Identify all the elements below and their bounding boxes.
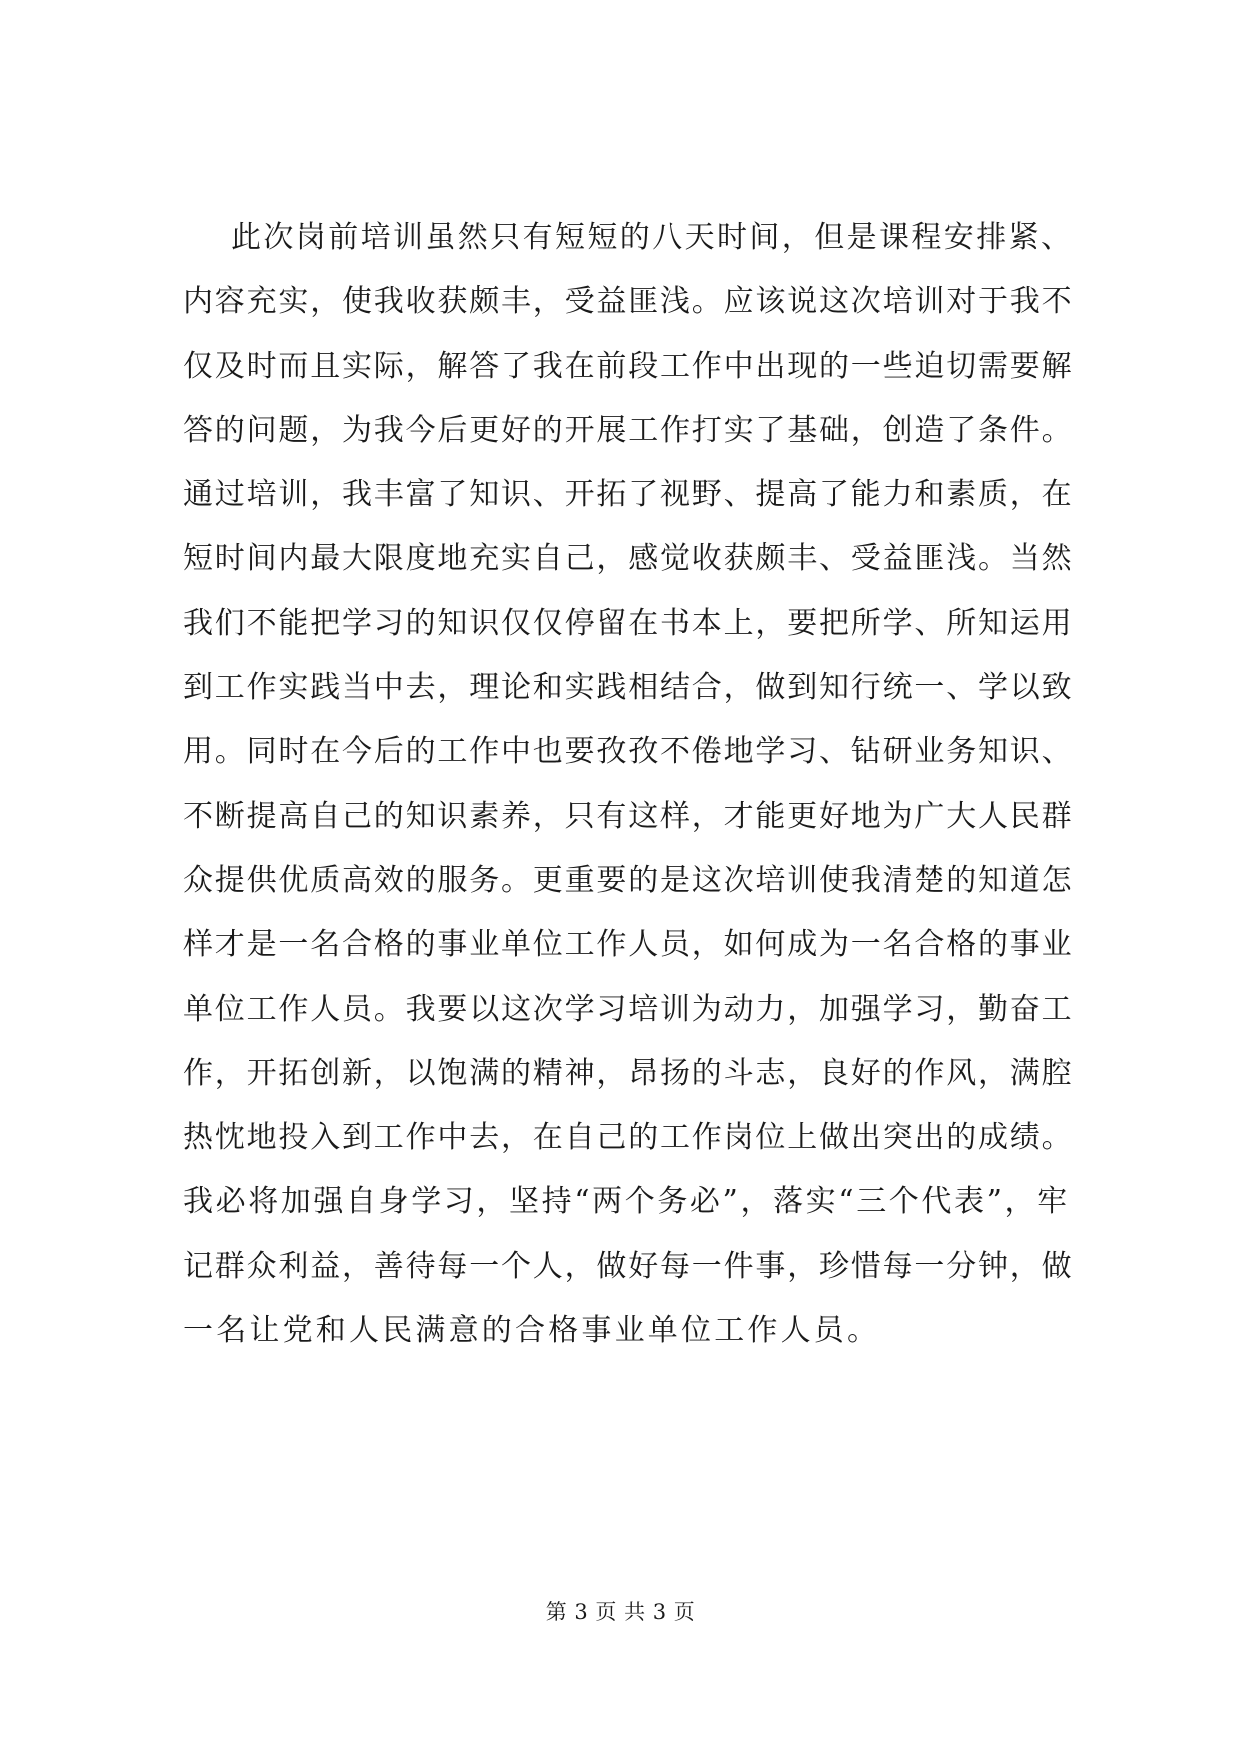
page-footer: 第 3 页 共 3 页 [545,1600,696,1624]
paragraph-line: 内容充实，使我收获颇丰，受益匪浅。应该说这次培训对于我不 [183,284,1074,320]
paragraph-line: 众提供优质高效的服务。更重要的是这次培训使我清楚的知道怎 [183,862,1074,898]
paragraph-line: 单位工作人员。我要以这次学习培训为动力，加强学习，勤奋工 [183,991,1074,1027]
paragraph-line: 到工作实践当中去，理论和实践相结合，做到知行统一、学以致 [183,670,1074,706]
paragraph-line: 一名让党和人民满意的合格事业单位工作人员。 [183,1313,881,1349]
paragraph-line: 样才是一名合格的事业单位工作人员，如何成为一名合格的事业 [183,927,1074,963]
paragraph-line: 用。同时在今后的工作中也要孜孜不倦地学习、钻研业务知识、 [183,734,1074,770]
paragraph-line: 通过培训，我丰富了知识、开拓了视野、提高了能力和素质，在 [183,477,1074,513]
paragraph-line: 作，开拓创新，以饱满的精神，昂扬的斗志，良好的作风，满腔 [183,1055,1074,1091]
paragraph-line: 短时间内最大限度地充实自己，感觉收获颇丰、受益匪浅。当然 [183,541,1074,577]
paragraph-line: 我必将加强自身学习，坚持“两个务必”，落实“三个代表”，牢 [183,1184,1070,1220]
paragraph-line: 记群众利益，善待每一个人，做好每一件事，珍惜每一分钟，做 [183,1248,1074,1284]
paragraph-line: 此次岗前培训虽然只有短短的八天时间，但是课程安排紧、 [231,220,1074,255]
body-paragraph [183,206,1073,1363]
paragraph-line: 热忱地投入到工作中去，在自己的工作岗位上做出突出的成绩。 [183,1120,1074,1156]
paragraph-line: 仅及时而且实际，解答了我在前段工作中出现的一些迫切需要解 [183,348,1074,384]
paragraph-line: 我们不能把学习的知识仅仅停留在书本上，要把所学、所知运用 [183,605,1074,641]
paragraph-line: 答的问题，为我今后更好的开展工作打实了基础，创造了条件。 [183,412,1074,448]
paragraph-line: 不断提高自己的知识素养，只有这样，才能更好地为广大人民群 [183,798,1074,834]
